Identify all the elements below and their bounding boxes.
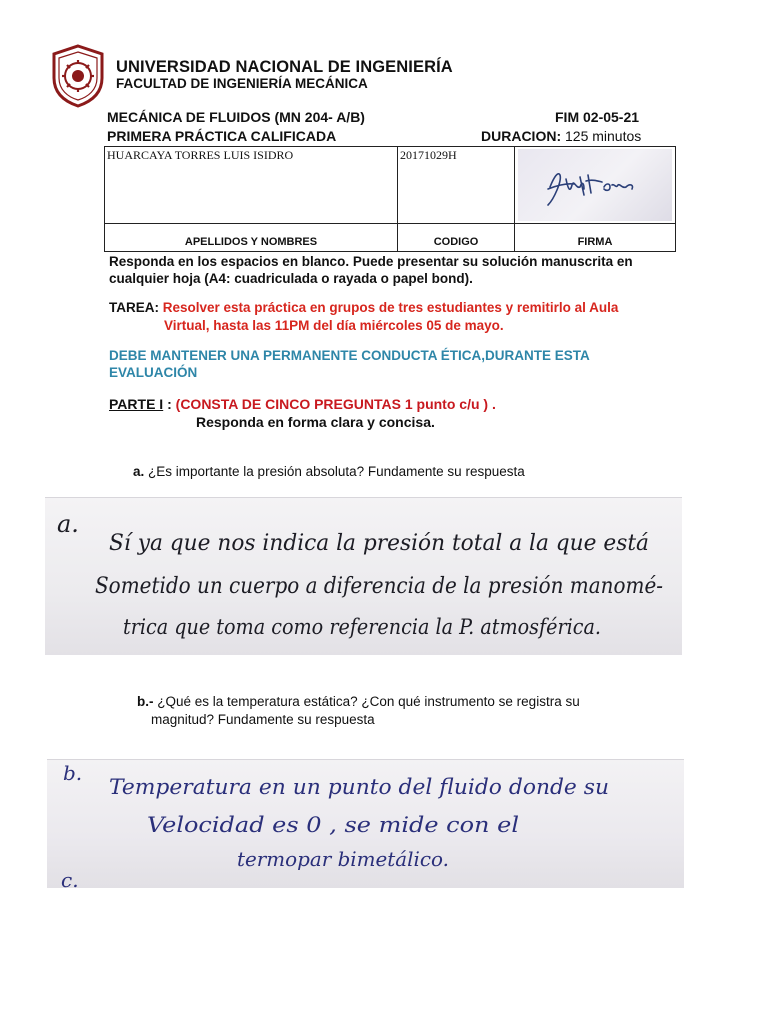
question-b-text: ¿Qué es la temperatura estática? ¿Con qué instrumento se registra su [153, 694, 580, 709]
answer-a-line-0: a. [57, 510, 79, 538]
duration-label: DURACION: [481, 128, 562, 144]
question-a-text: ¿Es importante la presión absoluta? Fundamente su respuesta [144, 464, 525, 479]
question-b-marker: b.- [137, 694, 154, 709]
answer-b-photo [47, 759, 684, 888]
part-subtitle: Responda en forma clara y concisa. [196, 414, 435, 430]
answer-b-line-2: Velocidad es 0 , se mide con el [147, 813, 519, 837]
answer-b-line-4: c. [61, 868, 79, 889]
question-a-marker: a. [133, 464, 145, 479]
ethics-notice: DEBE MANTENER UNA PERMANENTE CONDUCTA ÉTICA,DURANTE ESTA EVALUACIÓN [109, 348, 590, 380]
question-a [133, 463, 525, 481]
part-separator: : [163, 396, 176, 412]
part-title: (CONSTA DE CINCO PREGUNTAS 1 punto c/u ) . [175, 396, 496, 412]
answer-a-photo [45, 497, 682, 655]
name-cell [105, 147, 398, 251]
answer-b-line-1: Temperatura en un punto del fluido donde su [109, 775, 609, 799]
student-name: HUARCAYA TORRES LUIS ISIDRO [107, 148, 294, 162]
part-label: PARTE I [109, 396, 164, 412]
university-seal-icon [50, 44, 106, 108]
question-b-text-line2: magnitud? Fundamente su respuesta [151, 712, 375, 727]
task-text-line1: Resolver esta práctica en grupos de tres estudiantes y remitirlo al Aula [159, 300, 619, 315]
question-b [137, 693, 580, 711]
answer-a-line-1: Sí ya que nos indica la presión total a la que está [109, 531, 649, 556]
name-header: APELLIDOS Y NOMBRES [184, 236, 318, 248]
duration-value: 125 minutos [561, 128, 642, 144]
exam-duration [481, 128, 641, 144]
instructions: Responda en los espacios en blanco. Puede presentar su solución manuscrita en cualquier hoja (A4: cuadriculada o rayada o papel bond). [109, 254, 633, 286]
answer-a-line-3: trica que toma como referencia la P. atmosférica. [123, 615, 601, 639]
answer-b-line-3: termopar bimetálico. [237, 847, 449, 871]
answer-b-line-0: b. [63, 761, 83, 785]
student-info-table [104, 146, 676, 252]
task [109, 298, 618, 318]
part-heading [109, 396, 496, 412]
answer-a-line-2: Sometido un cuerpo a diferencia de la presión manomé- [95, 574, 663, 599]
signature-image [518, 149, 672, 221]
course-code: FIM 02-05-21 [555, 109, 640, 125]
code-cell [398, 147, 515, 251]
task-text-line2: Virtual, hasta las 11PM del día miércoles 05 de mayo. [164, 318, 504, 333]
signature-cell [515, 147, 675, 251]
faculty-name: FACULTAD DE INGENIERÍA MECÁNICA [116, 76, 368, 91]
university-name: UNIVERSIDAD NACIONAL DE INGENIERÍA [116, 58, 453, 76]
task-label: TAREA: [109, 300, 159, 315]
student-code: 20171029H [400, 148, 457, 162]
table-divider [105, 223, 675, 224]
course-name: MECÁNICA DE FLUIDOS (MN 204- A/B) [107, 109, 365, 125]
exam-title: PRIMERA PRÁCTICA CALIFICADA [107, 128, 337, 144]
code-header: CODIGO [433, 236, 479, 248]
signature-header: FIRMA [577, 236, 613, 248]
